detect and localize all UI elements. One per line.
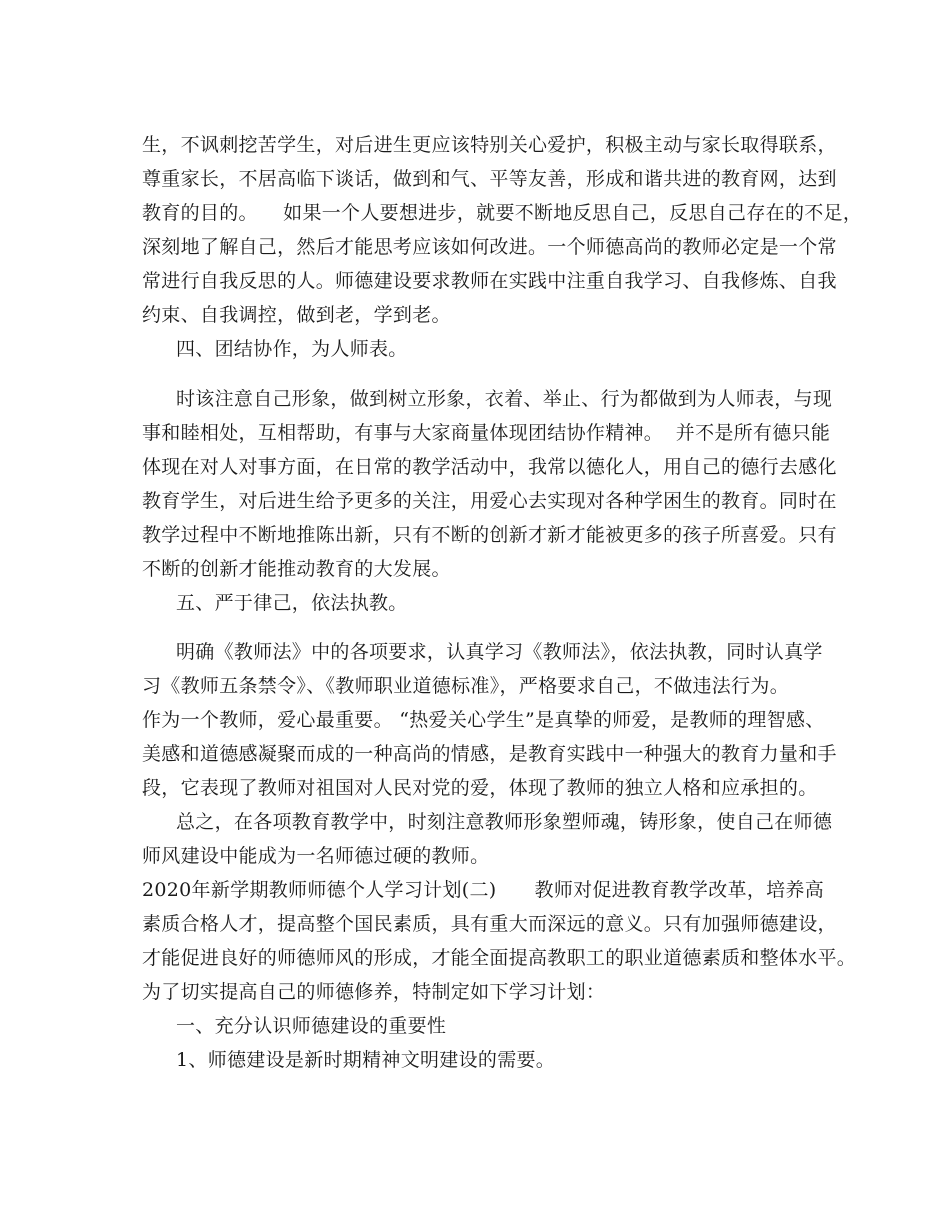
section-heading: 四、团结协作，为人师表。 <box>176 338 408 360</box>
text-line: 常进行自我反思的人。师德建设要求教师在实践中注重自我学习、自我修炼、自我 <box>142 270 837 292</box>
text-line: 不断的创新才能推动教育的大发展。 <box>142 558 451 580</box>
text-line: 总之，在各项教育教学中，时刻注意教师形象塑师魂，铸形象，使自己在师德 <box>176 811 833 833</box>
text-line: 段，它表现了教师对祖国对人民对党的爱，体现了教师的独立人格和应承担的。 <box>142 777 818 799</box>
text-line: 尊重家长，不居高临下谈话，做到和气、平等友善，形成和谐共进的教育网，达到 <box>142 168 837 190</box>
text-line: 体现在对人对事方面，在日常的教学活动中，我常以德化人，用自己的德行去感化 <box>142 456 837 478</box>
text-line: 作为一个教师，爱心最重要。 “热爱关心学生”是真挚的师爱，是教师的理智感、 <box>142 709 825 731</box>
list-item: 1、师德建设是新时期精神文明建设的需要。 <box>176 1049 556 1071</box>
section-heading: 一、充分认识师德建设的重要性 <box>176 1015 447 1037</box>
text-line: 教育的目的。 如果一个人要想进步，就要不断地反思自己，反思自己存在的不足， <box>142 202 863 224</box>
text-line: 为了切实提高自己的师德修养，特制定如下学习计划： <box>142 981 606 1003</box>
section-heading: 五、严于律己，依法执教。 <box>176 592 408 614</box>
document-subtitle: 2020年新学期教师师德个人学习计划(二) 教师对促进教育教学改革，培养高 <box>142 879 825 901</box>
text-line: 明确《教师法》中的各项要求，认真学习《教师法》，依法执教，同时认真学 <box>176 641 823 663</box>
text-line: 才能促进良好的师德师风的形成，才能全面提高教职工的职业道德素质和整体水平。 <box>142 947 857 969</box>
text-line: 习《教师五条禁令》、《教师职业道德标准》，严格要求自己，不做违法行为。 <box>142 675 790 697</box>
text-line: 教育学生，对后进生给予更多的关注，用爱心去实现对各种学困生的教育。同时在 <box>142 490 837 512</box>
text-line: 约束、自我调控，做到老，学到老。 <box>142 304 451 326</box>
text-line: 时该注意自己形象，做到树立形象，衣着、举止、行为都做到为人师表，与现 <box>176 388 833 410</box>
text-line: 教学过程中不断地推陈出新，只有不断的创新才新才能被更多的孩子所喜爱。只有 <box>142 524 837 546</box>
text-line: 素质合格人才，提高整个国民素质，具有重大而深远的意义。只有加强师德建设， <box>142 913 837 935</box>
text-line: 师风建设中能成为一名师德过硬的教师。 <box>142 845 490 867</box>
text-line: 美感和道德感凝聚而成的一种高尚的情感，是教育实践中一种强大的教育力量和手 <box>142 743 837 765</box>
text-line: 事和睦相处，互相帮助，有事与大家商量体现团结协作精神。 并不是所有德只能 <box>142 422 831 444</box>
text-line: 生，不讽刺挖苦学生，对后进生更应该特别关心爱护，积极主动与家长取得联系， <box>142 134 837 156</box>
text-line: 深刻地了解自己，然后才能思考应该如何改进。一个师德高尚的教师必定是一个常 <box>142 236 837 258</box>
